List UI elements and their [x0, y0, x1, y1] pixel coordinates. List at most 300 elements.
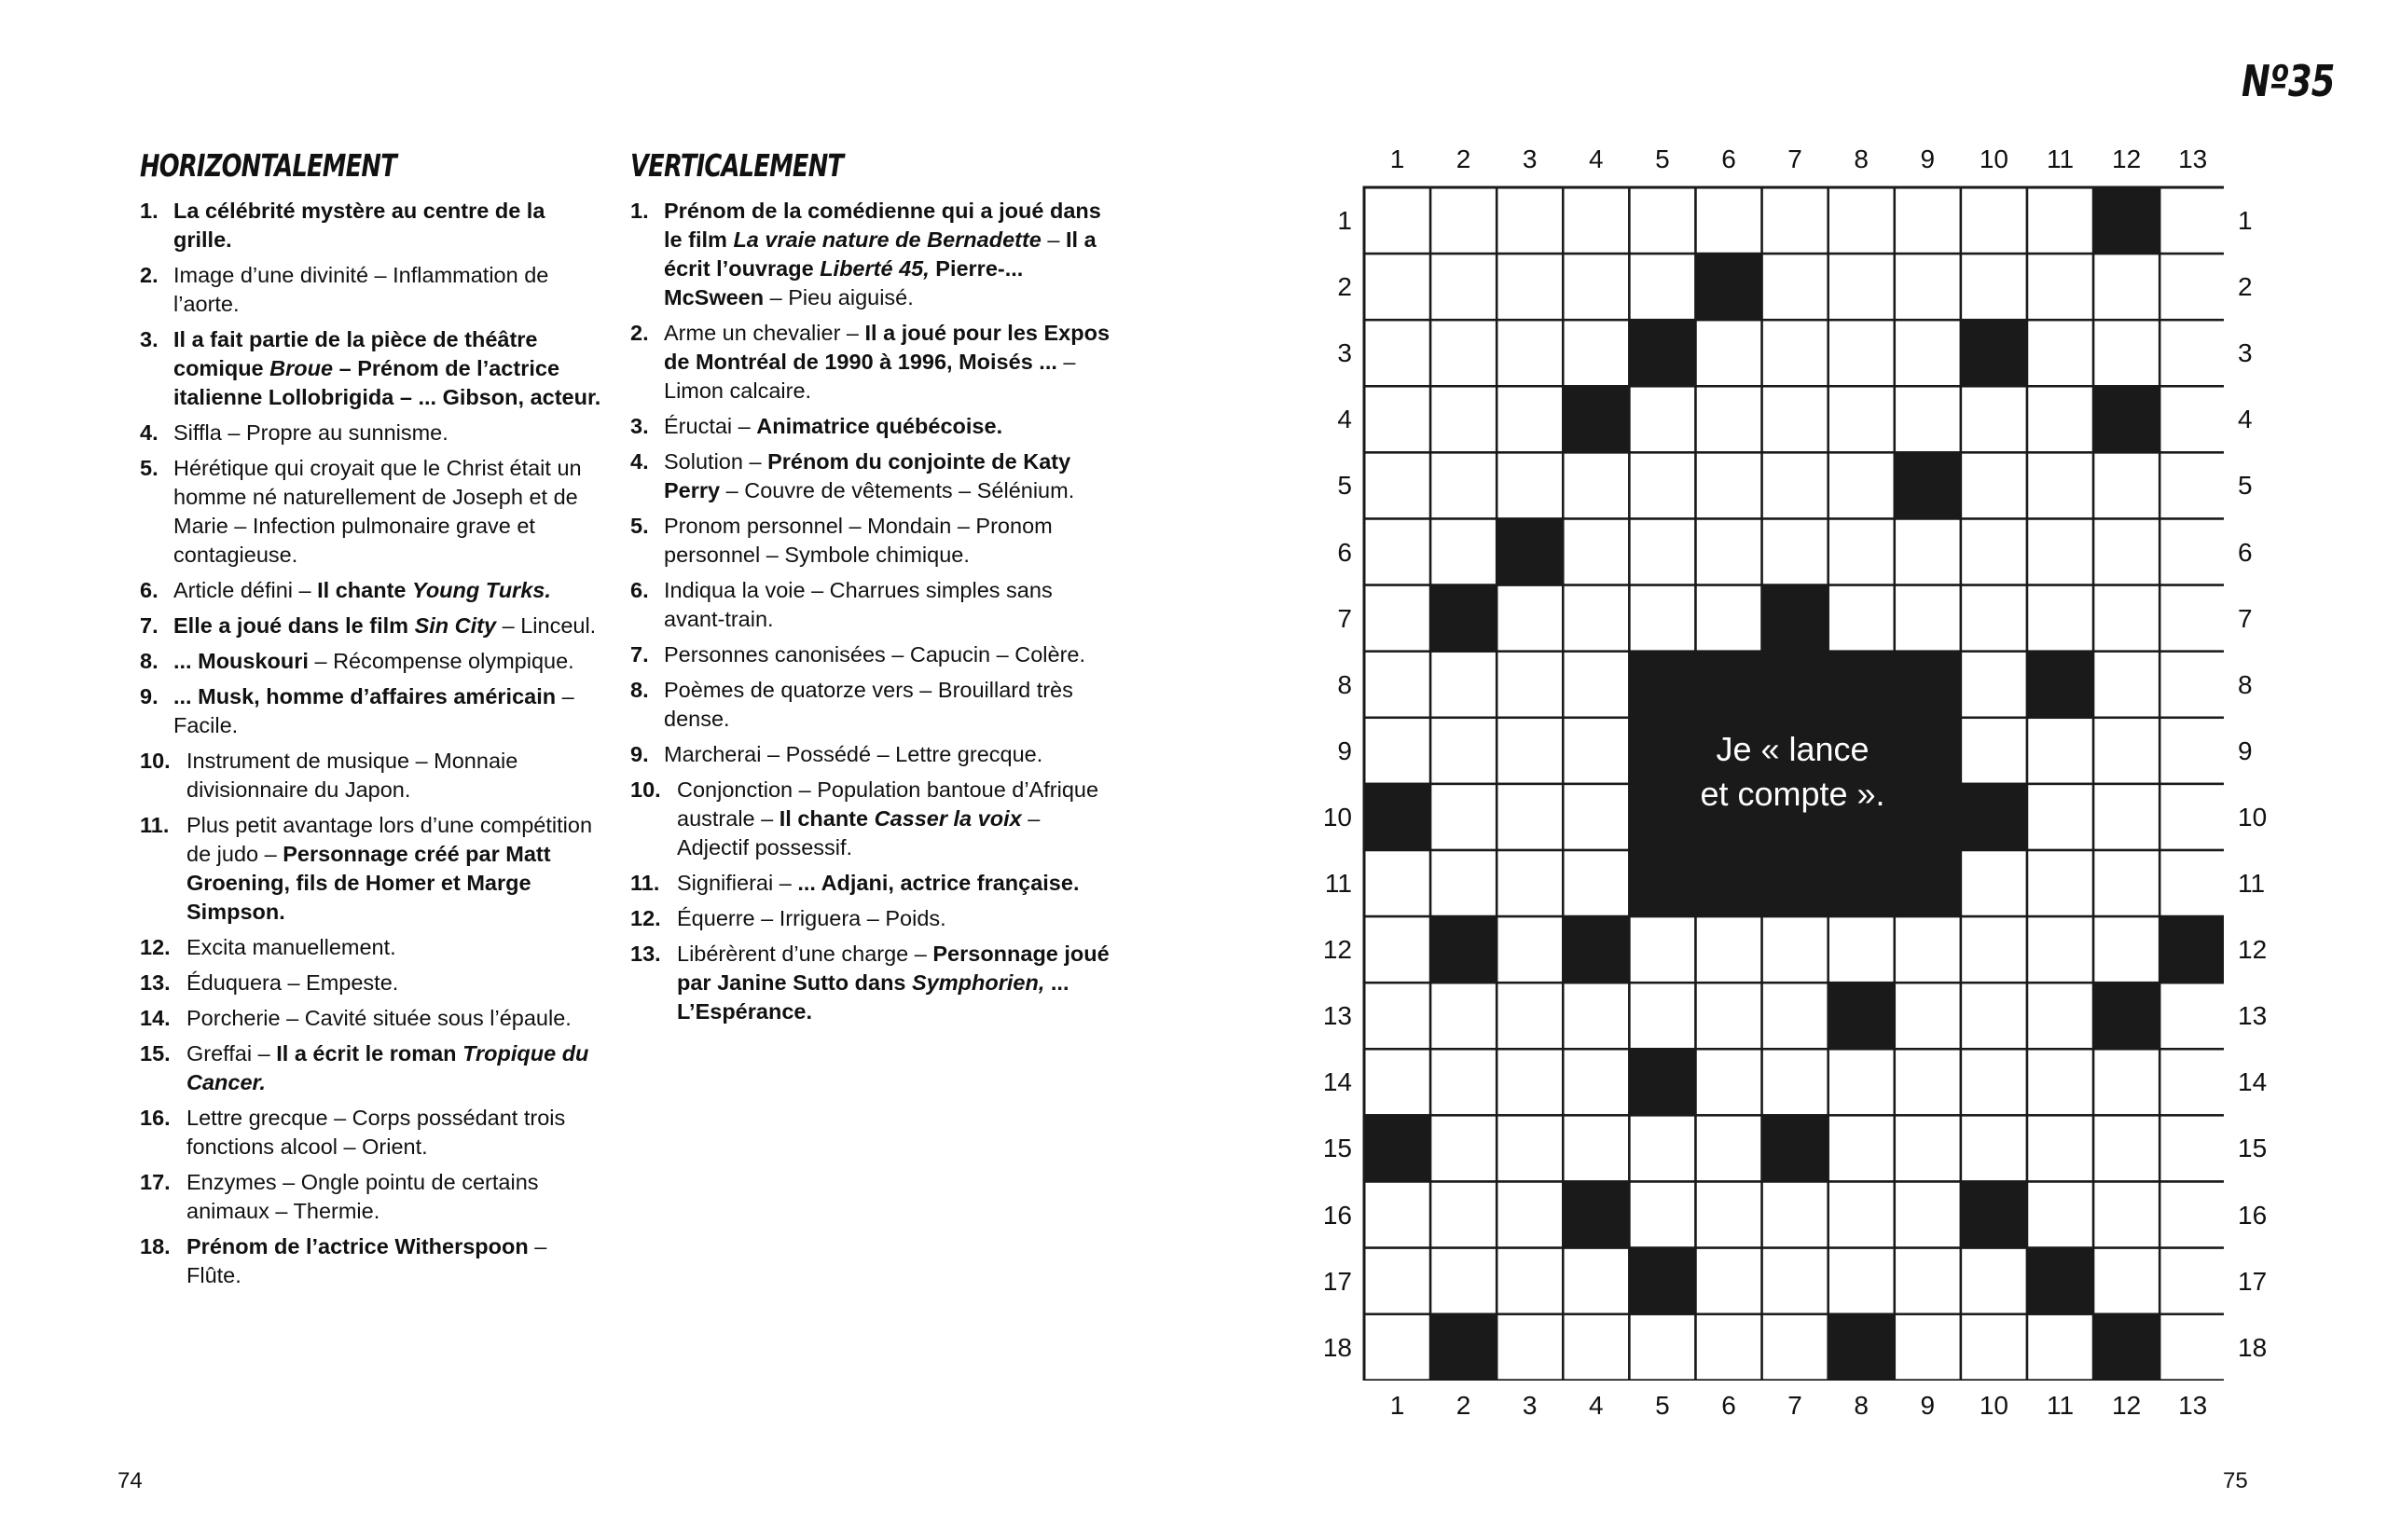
clue-number: 11. [140, 813, 170, 837]
grid-cell[interactable] [1563, 254, 1629, 320]
black-cell [1696, 652, 1762, 718]
mystery-center-clue [1627, 727, 1958, 817]
column-label: 3 [1522, 144, 1538, 173]
grid-cell[interactable] [2159, 1314, 2224, 1381]
grid-cell[interactable] [1961, 1049, 2027, 1115]
grid-cell[interactable] [1430, 652, 1497, 718]
clue-text: Arme un chevalier – Il a joué pour les Expos de Montréal de 1990 à 1996, Moisés ... – Limon calcaire. [664, 321, 1111, 403]
black-cell [2093, 187, 2159, 254]
grid-cell[interactable] [1430, 784, 1497, 850]
grid-cell[interactable] [1696, 1314, 1762, 1381]
row-label: 13 [2238, 1001, 2268, 1031]
grid-cell[interactable] [1961, 1248, 2027, 1314]
grid-cell[interactable] [1497, 1314, 1563, 1381]
clue-text: Indiqua la voie – Charrues simples sans avant-train. [664, 578, 1053, 631]
grid-cell[interactable] [1762, 1182, 1828, 1248]
grid-cell[interactable] [2027, 320, 2093, 386]
grid-cell[interactable] [2093, 1049, 2159, 1115]
grid-cell[interactable] [1895, 320, 1961, 386]
clue-text: Plus petit avantage lors d’une compétition de judo – Personnage créé par Matt Groening, fils de Homer et Marge Simpson. [186, 813, 593, 924]
grid-cell[interactable] [1563, 1115, 1629, 1181]
grid-cell[interactable] [1895, 916, 1961, 983]
grid-cell[interactable] [1563, 1248, 1629, 1314]
clue-text: Image d’une divinité – Inflammation de l’aorte. [173, 263, 549, 316]
grid-cell[interactable] [1895, 187, 1961, 254]
column-label: 5 [1655, 144, 1670, 173]
grid-cell[interactable] [1563, 1314, 1629, 1381]
clue-number: 10. [140, 749, 171, 773]
vertical-clue-10 [630, 776, 1115, 862]
grid-cell[interactable] [1629, 916, 1695, 983]
grid-cell[interactable] [1895, 1182, 1961, 1248]
grid-cell[interactable] [1364, 254, 1430, 320]
puzzle-number: Nº35 [2242, 56, 2335, 106]
grid-cell[interactable] [1497, 1115, 1563, 1181]
grid-cell[interactable] [2159, 254, 2224, 320]
grid-cell[interactable] [2159, 850, 2224, 916]
clue-text: Poèmes de quatorze vers – Brouillard très dense. [664, 678, 1073, 731]
grid-cell[interactable] [1961, 585, 2027, 652]
clue-number: 2. [140, 263, 159, 287]
grid-cell[interactable] [1895, 1115, 1961, 1181]
grid-cell[interactable] [2159, 718, 2224, 784]
grid-cell[interactable] [2159, 519, 2224, 585]
grid-cell[interactable] [2159, 386, 2224, 452]
black-cell [1828, 850, 1895, 916]
grid-cell[interactable] [1961, 652, 2027, 718]
grid-cell[interactable] [1696, 916, 1762, 983]
vertical-clue-11 [630, 869, 1115, 898]
grid-cell[interactable] [1828, 1182, 1895, 1248]
grid-cell[interactable] [1364, 386, 1430, 452]
grid-cell[interactable] [1961, 254, 2027, 320]
grid-cell[interactable] [2159, 652, 2224, 718]
row-label: 1 [1337, 206, 1352, 235]
column-label: 6 [1721, 144, 1736, 173]
black-cell [1629, 850, 1695, 916]
horizontal-clues-section [140, 147, 606, 1297]
clue-number: 1. [630, 199, 649, 223]
grid-cell[interactable] [1430, 983, 1497, 1049]
grid-cell[interactable] [1629, 254, 1695, 320]
grid-cell[interactable] [1762, 452, 1828, 518]
row-label: 13 [1322, 1001, 1352, 1031]
grid-cell[interactable] [1497, 850, 1563, 916]
vertical-clue-9 [630, 740, 1115, 769]
grid-cell[interactable] [1828, 187, 1895, 254]
grid-cell[interactable] [1895, 1248, 1961, 1314]
grid-cell[interactable] [1895, 519, 1961, 585]
grid-cell[interactable] [1828, 585, 1895, 652]
clue-number: 7. [630, 642, 649, 667]
grid-cell[interactable] [1629, 585, 1695, 652]
column-label: 11 [2046, 1391, 2075, 1420]
grid-cell[interactable] [1563, 784, 1629, 850]
vertical-clue-7 [630, 640, 1115, 669]
grid-cell[interactable] [1364, 519, 1430, 585]
grid-cell[interactable] [2093, 850, 2159, 916]
grid-cell[interactable] [1762, 1049, 1828, 1115]
grid-cell[interactable] [2027, 718, 2093, 784]
grid-cell[interactable] [2159, 1248, 2224, 1314]
clue-number: 4. [140, 420, 159, 445]
row-label: 6 [2238, 537, 2253, 567]
grid-cell[interactable] [2093, 320, 2159, 386]
horizontal-clue-14 [140, 1004, 606, 1033]
grid-cell[interactable] [1629, 1115, 1695, 1181]
grid-cell[interactable] [2027, 1314, 2093, 1381]
grid-cell[interactable] [1430, 850, 1497, 916]
grid-cell[interactable] [1430, 187, 1497, 254]
center-text-line1: Je « lance [1716, 730, 1870, 768]
black-cell [1629, 320, 1695, 386]
grid-cell[interactable] [1364, 187, 1430, 254]
grid-cell[interactable] [1696, 1049, 1762, 1115]
grid-cell[interactable] [1696, 187, 1762, 254]
horizontal-clue-17 [140, 1168, 606, 1226]
grid-cell[interactable] [1961, 983, 2027, 1049]
grid-cell[interactable] [2093, 452, 2159, 518]
row-label: 2 [2238, 272, 2253, 302]
grid-cell[interactable] [1497, 1182, 1563, 1248]
black-cell [1762, 585, 1828, 652]
clue-number: 8. [630, 678, 649, 702]
clue-text: Greffai – Il a écrit le roman Tropique du Cancer. [186, 1041, 589, 1094]
vertical-clue-8 [630, 676, 1115, 734]
grid-cell[interactable] [1629, 519, 1695, 585]
clue-number: 1. [140, 199, 159, 223]
grid-cell[interactable] [2027, 1115, 2093, 1181]
grid-cell[interactable] [2027, 1182, 2093, 1248]
grid-cell[interactable] [2027, 254, 2093, 320]
grid-cell[interactable] [1364, 320, 1430, 386]
grid-cell[interactable] [2159, 187, 2224, 254]
clue-number: 6. [630, 578, 649, 602]
clue-number: 9. [630, 742, 649, 766]
grid-cell[interactable] [2159, 1182, 2224, 1248]
grid-cell[interactable] [1762, 254, 1828, 320]
horizontal-clue-15 [140, 1039, 606, 1097]
grid-cell[interactable] [1364, 1248, 1430, 1314]
grid-cell[interactable] [1828, 1049, 1895, 1115]
black-cell [2027, 652, 2093, 718]
grid-cell[interactable] [1497, 784, 1563, 850]
clue-text: Libérèrent d’une charge – Personnage joué par Janine Sutto dans Symphorien, ... L’Espérance. [677, 942, 1110, 1024]
grid-cell[interactable] [2093, 652, 2159, 718]
grid-cell[interactable] [1961, 386, 2027, 452]
column-label: 9 [1920, 144, 1936, 173]
grid-cell[interactable] [1563, 718, 1629, 784]
grid-cell[interactable] [1828, 386, 1895, 452]
grid-cell[interactable] [1364, 452, 1430, 518]
grid-cell[interactable] [1961, 187, 2027, 254]
grid-cell[interactable] [1364, 983, 1430, 1049]
clue-number: 15. [140, 1041, 171, 1066]
grid-cell[interactable] [1696, 386, 1762, 452]
clue-number: 14. [140, 1006, 171, 1030]
clue-text: Article défini – Il chante Young Turks. [173, 578, 551, 602]
grid-cell[interactable] [1364, 850, 1430, 916]
grid-cell[interactable] [1762, 519, 1828, 585]
black-cell [1961, 784, 2027, 850]
grid-cell[interactable] [1430, 1115, 1497, 1181]
grid-cell[interactable] [2159, 452, 2224, 518]
clue-text: Siffla – Propre au sunnisme. [173, 420, 448, 445]
vertical-clues-section [630, 147, 1115, 1033]
grid-cell[interactable] [2159, 585, 2224, 652]
horizontal-clue-16 [140, 1104, 606, 1162]
row-label: 3 [1337, 338, 1352, 368]
grid-cell[interactable] [1762, 916, 1828, 983]
grid-cell[interactable] [1828, 916, 1895, 983]
grid-cell[interactable] [2027, 850, 2093, 916]
clue-number: 4. [630, 449, 649, 474]
vertical-clue-6 [630, 576, 1115, 634]
grid-cell[interactable] [1430, 386, 1497, 452]
grid-cell[interactable] [1828, 1115, 1895, 1181]
row-label: 7 [1337, 603, 1352, 633]
grid-cell[interactable] [1430, 1182, 1497, 1248]
clue-text: Lettre grecque – Corps possédant trois fonctions alcool – Orient. [186, 1106, 566, 1159]
grid-cell[interactable] [1563, 452, 1629, 518]
clue-text: Éduquera – Empeste. [186, 970, 399, 995]
column-label: 7 [1787, 144, 1802, 173]
grid-cell[interactable] [1961, 1314, 2027, 1381]
column-label: 2 [1456, 1391, 1471, 1420]
horizontal-clue-1 [140, 197, 606, 254]
grid-cell[interactable] [1762, 187, 1828, 254]
grid-cell[interactable] [2027, 187, 2093, 254]
page-number-right: 75 [2223, 1468, 2248, 1493]
grid-cell[interactable] [2093, 784, 2159, 850]
clue-number: 9. [140, 684, 159, 708]
grid-cell[interactable] [1430, 452, 1497, 518]
grid-cell[interactable] [1497, 320, 1563, 386]
grid-cell[interactable] [1497, 1248, 1563, 1314]
clue-number: 17. [140, 1170, 171, 1194]
grid-cell[interactable] [1364, 916, 1430, 983]
row-label: 17 [2238, 1266, 2268, 1296]
grid-cell[interactable] [1961, 850, 2027, 916]
column-label: 7 [1787, 1391, 1802, 1420]
grid-cell[interactable] [1563, 652, 1629, 718]
grid-cell[interactable] [1430, 718, 1497, 784]
grid-cell[interactable] [1563, 519, 1629, 585]
black-cell [1895, 850, 1961, 916]
grid-cell[interactable] [1430, 254, 1497, 320]
black-cell [1430, 916, 1497, 983]
horizontal-heading: HORIZONTALEMENT [140, 147, 396, 184]
grid-cell[interactable] [1696, 320, 1762, 386]
grid-cell[interactable] [1497, 187, 1563, 254]
black-cell [1629, 1049, 1695, 1115]
row-label: 7 [2238, 603, 2253, 633]
grid-cell[interactable] [1895, 254, 1961, 320]
grid-cell[interactable] [2027, 916, 2093, 983]
grid-cell[interactable] [1497, 254, 1563, 320]
grid-cell[interactable] [1497, 585, 1563, 652]
row-label: 9 [1337, 736, 1352, 765]
grid-cell[interactable] [1696, 519, 1762, 585]
vertical-clue-2 [630, 319, 1115, 406]
row-label: 8 [2238, 669, 2253, 699]
grid-cell[interactable] [1629, 187, 1695, 254]
grid-cell[interactable] [1961, 452, 2027, 518]
grid-cell[interactable] [2027, 983, 2093, 1049]
grid-cell[interactable] [1629, 386, 1695, 452]
grid-cell[interactable] [2093, 254, 2159, 320]
black-cell [1364, 784, 1430, 850]
grid-cell[interactable] [1497, 652, 1563, 718]
clue-number: 13. [140, 970, 171, 995]
row-label: 2 [1337, 272, 1352, 302]
grid-cell[interactable] [1961, 718, 2027, 784]
grid-cell[interactable] [1430, 1248, 1497, 1314]
clue-text: ... Mouskouri – Récompense olympique. [173, 649, 574, 673]
grid-cell[interactable] [1762, 386, 1828, 452]
grid-cell[interactable] [1364, 1182, 1430, 1248]
grid-cell[interactable] [1364, 652, 1430, 718]
grid-cell[interactable] [1497, 386, 1563, 452]
grid-cell[interactable] [2093, 916, 2159, 983]
grid-cell[interactable] [1828, 519, 1895, 585]
horizontal-clue-4 [140, 419, 606, 447]
black-cell [1762, 652, 1828, 718]
grid-cell[interactable] [1430, 519, 1497, 585]
grid-cell[interactable] [1762, 1248, 1828, 1314]
black-cell [1430, 585, 1497, 652]
grid-cell[interactable] [1629, 1182, 1695, 1248]
grid-cell[interactable] [1762, 983, 1828, 1049]
grid-cell[interactable] [2159, 1049, 2224, 1115]
black-cell [1563, 916, 1629, 983]
grid-cell[interactable] [1895, 585, 1961, 652]
grid-cell[interactable] [1696, 452, 1762, 518]
clue-number: 5. [140, 456, 159, 480]
clue-number: 12. [630, 906, 661, 930]
horizontal-clue-10 [140, 747, 606, 804]
grid-cell[interactable] [2093, 1182, 2159, 1248]
grid-cell[interactable] [1497, 718, 1563, 784]
grid-cell[interactable] [2159, 1115, 2224, 1181]
column-label: 10 [1979, 1391, 2008, 1420]
grid-cell[interactable] [1828, 320, 1895, 386]
grid-cell[interactable] [1961, 1115, 2027, 1181]
grid-cell[interactable] [2159, 784, 2224, 850]
grid-cell[interactable] [1430, 320, 1497, 386]
grid-cell[interactable] [1895, 1314, 1961, 1381]
grid-cell[interactable] [2027, 585, 2093, 652]
clue-number: 6. [140, 578, 159, 602]
grid-cell[interactable] [1629, 1314, 1695, 1381]
grid-cell[interactable] [2027, 784, 2093, 850]
grid-cell[interactable] [1563, 850, 1629, 916]
black-cell [2093, 1314, 2159, 1381]
grid-cell[interactable] [1696, 1248, 1762, 1314]
black-cell [1961, 1182, 2027, 1248]
black-cell [2093, 386, 2159, 452]
grid-cell[interactable] [1895, 386, 1961, 452]
grid-cell[interactable] [2159, 983, 2224, 1049]
grid-cell[interactable] [1364, 1049, 1430, 1115]
grid-cell[interactable] [1762, 1314, 1828, 1381]
grid-cell[interactable] [2093, 718, 2159, 784]
grid-cell[interactable] [1563, 585, 1629, 652]
row-label: 16 [2238, 1200, 2268, 1230]
grid-cell[interactable] [1895, 1049, 1961, 1115]
row-label: 18 [2238, 1332, 2268, 1362]
grid-cell[interactable] [1497, 983, 1563, 1049]
column-label: 1 [1389, 144, 1405, 173]
grid-cell[interactable] [1497, 916, 1563, 983]
black-cell [1895, 452, 1961, 518]
grid-cell[interactable] [1961, 519, 2027, 585]
grid-cell[interactable] [1563, 1049, 1629, 1115]
grid-cell[interactable] [1762, 320, 1828, 386]
grid-cell[interactable] [2093, 585, 2159, 652]
horizontal-clue-7 [140, 612, 606, 640]
grid-cell[interactable] [1696, 585, 1762, 652]
grid-cell[interactable] [1364, 718, 1430, 784]
grid-cell[interactable] [1696, 1182, 1762, 1248]
row-label: 11 [2238, 869, 2266, 898]
grid-cell[interactable] [1364, 1314, 1430, 1381]
grid-cell[interactable] [1563, 187, 1629, 254]
clue-text: Il a fait partie de la pièce de théâtre comique Broue – Prénom de l’actrice italienne Lollobrigida – ... Gibson, acteur. [173, 327, 601, 409]
grid-cell[interactable] [2159, 320, 2224, 386]
grid-cell[interactable] [2027, 519, 2093, 585]
clue-text: Prénom de la comédienne qui a joué dans le film La vraie nature de Bernadette – Il a écrit l’ouvrage Liberté 45, Pierre-... McSween – Pieu aiguisé. [664, 199, 1101, 309]
grid-cell[interactable] [2093, 519, 2159, 585]
grid-cell[interactable] [1961, 916, 2027, 983]
grid-cell[interactable] [2093, 1115, 2159, 1181]
vertical-clue-13 [630, 940, 1115, 1026]
grid-cell[interactable] [1629, 983, 1695, 1049]
grid-cell[interactable] [1563, 983, 1629, 1049]
grid-cell[interactable] [1696, 1115, 1762, 1181]
grid-cell[interactable] [1895, 983, 1961, 1049]
grid-cell[interactable] [2093, 1248, 2159, 1314]
vertical-clue-list [630, 197, 1115, 1026]
column-label: 12 [2112, 1391, 2142, 1420]
row-label: 3 [2238, 338, 2253, 368]
row-label: 6 [1337, 537, 1352, 567]
row-label: 8 [1337, 669, 1352, 699]
grid-cell[interactable] [2027, 452, 2093, 518]
clue-text: Porcherie – Cavité située sous l’épaule. [186, 1006, 572, 1030]
grid-cell[interactable] [1828, 254, 1895, 320]
grid-cell[interactable] [1497, 1049, 1563, 1115]
grid-cell[interactable] [1696, 983, 1762, 1049]
grid-cell[interactable] [1430, 1049, 1497, 1115]
grid-cell[interactable] [2027, 1049, 2093, 1115]
grid-cell[interactable] [2027, 386, 2093, 452]
row-label: 10 [2238, 802, 2268, 832]
grid-cell[interactable] [1828, 452, 1895, 518]
grid-cell[interactable] [1497, 452, 1563, 518]
black-cell [1629, 652, 1695, 718]
grid-cell[interactable] [1563, 320, 1629, 386]
horizontal-clue-12 [140, 933, 606, 962]
black-cell [1696, 254, 1762, 320]
column-label: 5 [1655, 1391, 1670, 1420]
grid-cell[interactable] [1364, 585, 1430, 652]
grid-cell[interactable] [1828, 1248, 1895, 1314]
column-label: 1 [1389, 1391, 1405, 1420]
row-label: 5 [2238, 471, 2253, 501]
grid-cell[interactable] [1629, 452, 1695, 518]
clue-number: 10. [630, 777, 661, 802]
